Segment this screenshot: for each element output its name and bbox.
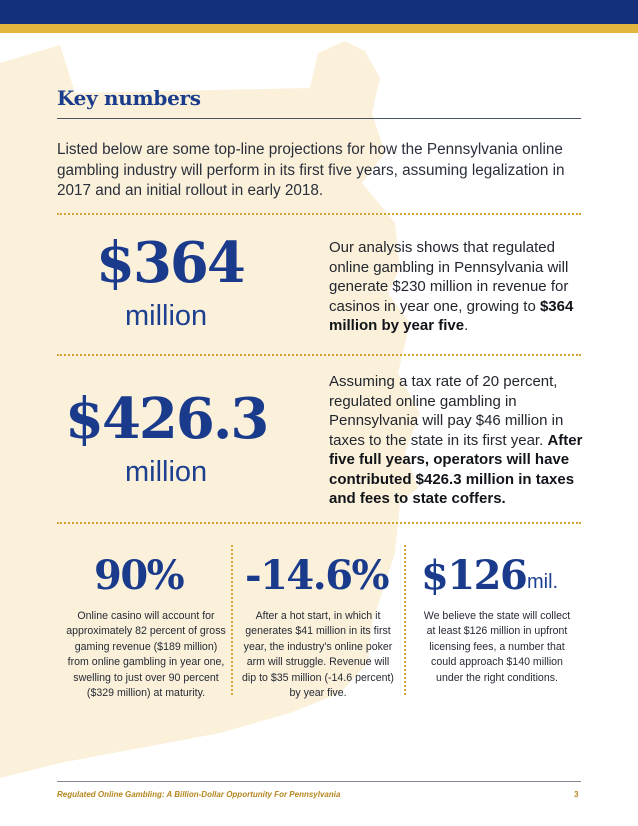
stat1-bold: $364 million by year five — [329, 297, 574, 334]
dotted-divider — [57, 522, 581, 524]
col3-value: $126 — [421, 552, 527, 599]
col1-description: Online casino will account for approximately 82 percent of gross gaming revenue ($189 million) from online gambling in year one, swelling to just over 90 percent ($329 million) at maturity. — [66, 610, 226, 700]
footer-title: Regulated Online Gambling: A Billion-Dollar Opportunity For Pennsylvania — [57, 790, 341, 799]
stat2-value: $426.3 — [65, 386, 268, 452]
col2-description: After a hot start, in which it generates $41 million in its first year, the industry's online poker arm will struggle. Revenue will dip to $35 million (-14.6 percent) by year five. — [242, 610, 394, 700]
stat1-unit: million — [125, 300, 208, 332]
intro-paragraph: Listed below are some top-line projections for how the Pennsylvania online gambling industry will perform in its first five years, assuming legalization in 2017 and an initial rollout in early 2018. — [57, 141, 565, 199]
dotted-divider — [57, 354, 581, 356]
stat2-bold: After five full years, operators will have contributed $426.3 million in taxes and fees to state coffers. — [329, 431, 583, 507]
page-title: Key numbers — [57, 86, 201, 110]
stat2-description — [329, 372, 589, 509]
page-number: 3 — [574, 790, 579, 799]
column-divider — [231, 545, 233, 695]
stat2-unit: million — [125, 456, 208, 488]
top-navy-bar — [0, 0, 638, 24]
stat1-text: Our analysis shows that regulated online gambling in Pennsylvania will generate $230 million in revenue for casinos in year one, growing to — [329, 239, 569, 315]
col1-value: 90% — [94, 552, 184, 599]
col3-description: We believe the state will collect at least $126 million in upfront licensing fees, a number that could approach $140 million under the right conditions. — [423, 610, 571, 684]
column-divider — [404, 545, 406, 695]
stat1-description — [329, 238, 589, 336]
top-gold-bar — [0, 24, 638, 33]
col3-unit: mil. — [527, 571, 559, 593]
title-rule — [57, 118, 581, 119]
stat2-text: Assuming a tax rate of 20 percent, regulated online gambling in Pennsylvania will pay $46 million in taxes to the state in its first year. — [329, 373, 564, 449]
col2-value: -14.6% — [245, 552, 389, 599]
footer-rule — [57, 781, 581, 782]
stat1-tail: . — [464, 317, 469, 334]
stat1-value: $364 — [96, 230, 244, 296]
dotted-divider — [57, 213, 581, 215]
